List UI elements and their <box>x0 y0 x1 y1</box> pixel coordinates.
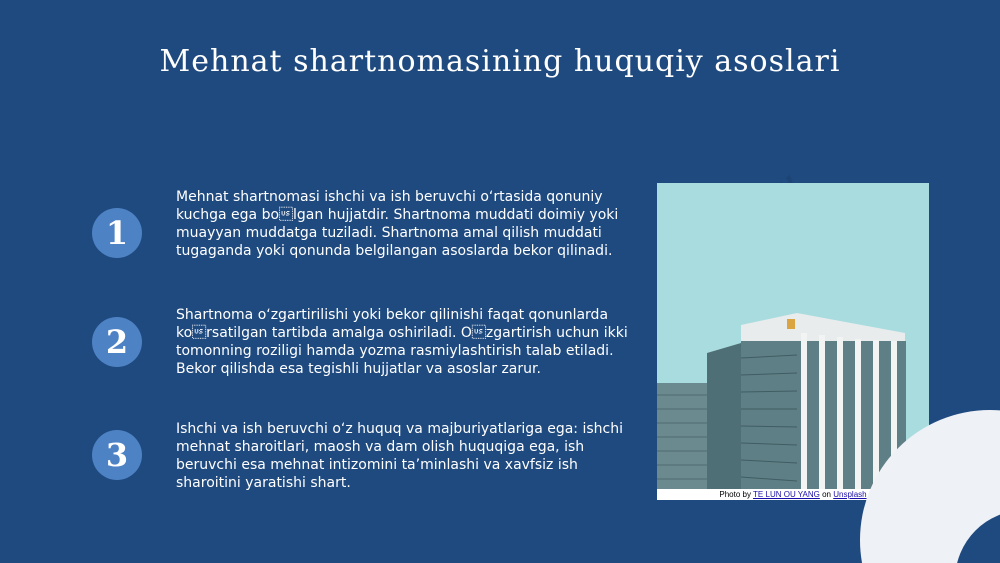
number-badge: 1 <box>92 208 142 258</box>
source-link[interactable]: Unsplash <box>833 490 867 499</box>
credit-prefix: Photo by <box>719 490 751 499</box>
slide-title: Mehnat shartnomasining huquqiy asoslari <box>159 44 841 79</box>
list-item <box>92 304 652 404</box>
building-photo <box>657 183 929 489</box>
photo-card <box>657 183 929 500</box>
item-text: Mehnat shartnomasi ishchi va ish beruvchi o‘rtasida qonuniy kuchga ega bo lgan hujjatdir. Shartnoma muddati doimiy yoki muayyan muddatga tuziladi. Shartnoma amal qilish muddati tugaganda yoki qonunda belgilangan asoslarda bekor qilinadi. <box>176 189 619 259</box>
credit-mid: on <box>822 490 832 499</box>
number-badge: 2 <box>92 317 142 367</box>
author-link[interactable]: TE LUN OU YANG <box>753 490 820 499</box>
number-badge: 3 <box>92 430 142 480</box>
list-item <box>92 418 652 518</box>
list-item <box>92 184 652 284</box>
item-text: Shartnoma o‘zgartirilishi yoki bekor qilinishi faqat qonunlarda ko rsatilgan tartibda amalga oshiriladi. O zgartirish uchun ikki tomonning roziligi hamda yozma rasmiylashtirish talab etiladi. Bekor qilishda esa tegishli hujjatlar va asoslar zarur. <box>176 307 628 377</box>
item-text: Ishchi va ish beruvchi o‘z huquq va majburiyatlariga ega: ishchi mehnat sharoitlari, maosh va dam olish huquqiga ega, ish beruvchi esa mehnat intizomini ta’minlashi va xavfsiz ish sharoitini yaratishi shart. <box>176 421 623 491</box>
